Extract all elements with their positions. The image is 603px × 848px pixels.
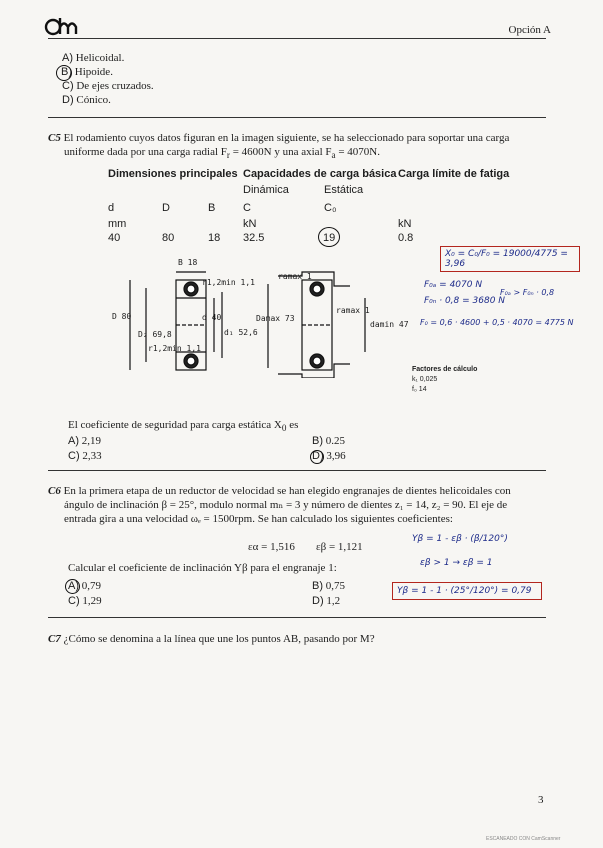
table-sym-B: B (208, 202, 216, 214)
c6-option-a[interactable]: A) 0,79 (68, 580, 101, 592)
table-unit-kn2: kN (398, 218, 412, 230)
label-r1: r1,2min 1,1 (202, 278, 255, 287)
table-val-C0: 19 (323, 232, 336, 244)
c6-option-b[interactable]: B) 0,75 (312, 580, 345, 592)
label-b18: B 18 (178, 258, 198, 267)
c6-eps-a: εα = 1,516 (248, 541, 295, 553)
c5-question: El coeficiente de seguridad para carga estática $X_0$ es (68, 419, 299, 434)
label-ramax-mid: ramax 1 (336, 306, 370, 315)
label-d40: d 40 (202, 313, 222, 322)
c6-statement: C6 En la primera etapa de un reductor de velocidad se han elegido engranajes de dientes helicoidales con ángulo de inclinación β = 25°, modulo normal mₙ = 3 y número de dientes z₁ = 14, z₂ = 90. El eje de entrada gira a una velocidad ωₑ = 1500rpm. Se han calculado los siguientes coeficientes: (48, 485, 511, 525)
hw-compare: F₀ₐ > F₀ₙ · 0,8 (500, 288, 555, 297)
table-header-capacity: Capacidades de carga básica (243, 168, 397, 180)
c5-option-b[interactable]: B) 0.25 (312, 435, 345, 447)
c5-statement: C5 El rodamiento cuyos datos figuran en la imagen siguiente, se ha seleccionado para soportar una carga uniforme dada por una carga radial $F_r = 4600N$ y una axial $F_a = 4070N$. (48, 132, 510, 161)
table-header-fatigue: Carga límite de fatiga (398, 168, 510, 180)
hw-f0: F₀ = 0,6 · 4600 + 0,5 · 4070 = 4775 N (420, 318, 574, 327)
table-sym-C: C (243, 202, 251, 214)
table-unit-mm: mm (108, 218, 127, 230)
c6-eps-b: εβ = 1,121 (316, 541, 363, 553)
section-rule (48, 117, 546, 118)
table-val-B: 18 (208, 232, 221, 244)
hw-yb-formula: Yβ = 1 - εβ · (β/120°) (412, 534, 508, 544)
answer-circle (65, 579, 80, 594)
table-sub-static: Estática (324, 184, 364, 196)
table-header-dimensions: Dimensiones principales (108, 168, 238, 180)
table-val-fatigue: 0.8 (398, 232, 414, 244)
answer-circle (56, 65, 72, 81)
answer-circle (310, 450, 324, 464)
factors-block: Factores de cálculo k₁ 0,025 f₀ 14 (412, 366, 478, 393)
label-damin: damin 47 (370, 320, 409, 329)
table-sub-dynamic: Dinámica (243, 184, 289, 196)
table-val-C: 32.5 (243, 232, 265, 244)
hw-f0a: F₀ₐ = 4070 N (424, 280, 483, 290)
table-val-d: 40 (108, 232, 121, 244)
c4-option-d[interactable]: D) Cónico. (62, 94, 111, 106)
table-unit-kn1: kN (243, 218, 257, 230)
section-rule (48, 470, 546, 471)
c6-question: Calcular el coeficiente de inclinación Yβ para el engranaje 1: (68, 562, 337, 574)
label-r2: r1,2min 1,1 (148, 344, 201, 353)
c6-option-c[interactable]: C) 1,29 (68, 595, 102, 607)
table-sym-d: d (108, 202, 115, 214)
hw-eb: εβ > 1 → εβ = 1 (420, 558, 493, 568)
c7-statement: C7 ¿Cómo se denomina a la línea que une los puntos AB, pasando por M? (48, 633, 375, 645)
header-rule (48, 38, 546, 39)
c6-option-d[interactable]: D) 1,2 (312, 595, 341, 607)
table-sym-C0: C₀ (324, 202, 337, 214)
bearing-table (108, 168, 528, 248)
hw-x0: X₀ = C₀/F₀ = 19000/4775 = 3,96 (440, 246, 580, 272)
label-D80: D 80 (112, 312, 132, 321)
c4-option-c[interactable]: C) De ejes cruzados. (62, 80, 154, 92)
c4-option-a[interactable]: A) Helicoidal. (62, 52, 125, 64)
table-val-D: 80 (162, 232, 175, 244)
hw-yb-result: Yβ = 1 - 1 · (25°/120°) = 0,79 (392, 582, 542, 600)
page-number: 3 (538, 794, 544, 806)
c5-option-c[interactable]: C) 2,33 (68, 450, 102, 462)
c5-option-a[interactable]: A) 2,19 (68, 435, 101, 447)
section-rule (48, 617, 546, 618)
table-sym-D: D (162, 202, 170, 214)
c5-option-d[interactable]: D) 3,96 (312, 450, 346, 462)
logo (44, 14, 78, 36)
scanner-watermark: ESCANEADO CON CamScanner (486, 836, 561, 842)
label-ramax-top: ramax 1 (278, 272, 312, 281)
label-Damax: Damax 73 (256, 314, 295, 323)
label-D2: D₂ 69,8 (138, 330, 172, 339)
label-d1: d₁ 52,6 (224, 328, 258, 337)
hw-f0n: F₀ₙ · 0,8 = 3680 N (424, 296, 506, 306)
c4-option-b[interactable]: B) Hipoide. (57, 66, 113, 78)
bearing-diagram (110, 258, 410, 378)
header-option: Opción A (508, 24, 551, 36)
